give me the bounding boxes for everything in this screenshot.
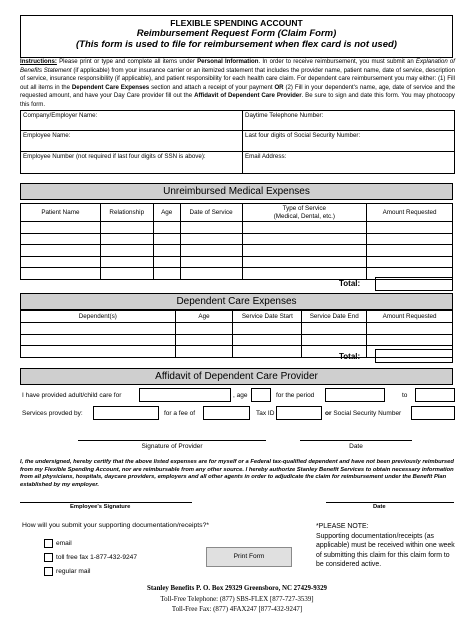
services-by-label: Services provded by: — [22, 410, 83, 417]
to-label: to — [402, 392, 408, 399]
instructions-part: section and attach a receipt of your payment — [149, 83, 275, 91]
email-checkbox[interactable] — [44, 539, 53, 548]
print-form-button[interactable]: Print Form — [206, 547, 292, 567]
col-dep-amount: Amount Requested — [367, 311, 453, 323]
fax-option-label: toll free fax 1-877-432-9247 — [56, 554, 138, 561]
col-patient-name: Patient Name — [21, 204, 101, 222]
please-note — [316, 522, 456, 570]
form-subtitle: Reimbursement Request Form (Claim Form) — [136, 28, 337, 39]
age-label: , age — [233, 392, 248, 399]
fee-field[interactable] — [203, 406, 250, 420]
services-by-field[interactable] — [93, 406, 159, 420]
instructions-bold: Affidavit of Dependent Care Provider — [194, 92, 302, 100]
dependent-header-row — [21, 311, 453, 323]
affidavit-ssn-label — [325, 410, 401, 417]
form-note: (This form is used to file for reimbursement when flex card is not used) — [76, 39, 397, 50]
employee-signature-line[interactable] — [20, 502, 192, 503]
daytime-phone-field[interactable] — [243, 111, 454, 131]
mail-option-label: regular mail — [56, 568, 91, 575]
instructions-part: (if applicable) from your insurance carrier or an itemized statement that includes the provider name, patient name, date of service, description of service, insurance responsibility (if applicable), and patient responsibility for each health care claim. For dependent care reimbursement you may either: (1) Fill out all items in the — [20, 66, 455, 91]
provider-date-caption: Date — [349, 443, 363, 450]
col-dependents: Dependent(s) — [21, 311, 176, 323]
dependent-section-title: Dependent Care Expenses — [20, 293, 453, 310]
dependent-total-label: Total: — [339, 352, 361, 361]
email-field[interactable] — [243, 152, 454, 173]
medical-expenses-table — [20, 203, 453, 280]
certification-statement: I, the undersigned, hereby certify that the above listed expenses are for myself or a Federal tax-qualified dependent and have not been previously reimbursed from my Flexible Spending Account, nor are reimbursable from any other source. I hereby authorize Stanley Benefit Services to obtain necessary information from all physicians, hospitals, daycare providers, employers and all other agents in order to adjudicate the claim for reimbursement under the Benefit Plan established by my employer. — [20, 459, 454, 488]
employee-signature-caption: Employee's Signature — [70, 504, 131, 510]
period-end-field[interactable] — [415, 388, 455, 402]
col-relationship: Relationship — [100, 204, 153, 222]
company-field[interactable] — [21, 111, 243, 131]
tax-id-label: Tax ID — [256, 410, 275, 417]
fee-label: for a fee of — [164, 410, 196, 417]
personal-info-grid — [20, 110, 455, 174]
submit-question: How will you submit your supporting documentation/receipts?* — [22, 522, 210, 529]
ssn-text: Social Security Number — [333, 410, 402, 417]
instructions-bold: Dependent Care Expenses — [71, 83, 150, 91]
form-title: FLEXIBLE SPENDING ACCOUNT — [170, 18, 303, 28]
provided-for-label: I have provided adult/child care for — [22, 392, 122, 399]
email-option-label: email — [56, 540, 72, 547]
col-dep-age: Age — [175, 311, 233, 323]
medical-header-row — [21, 204, 453, 222]
note-label: *PLEASE NOTE: — [316, 523, 369, 530]
instructions-part: Please print or type and complete all items under — [56, 58, 198, 65]
col-service-start: Service Date Start — [233, 311, 302, 323]
employee-number-field[interactable] — [21, 152, 243, 173]
affidavit-ssn-field[interactable] — [411, 406, 455, 420]
daytime-phone-label: Daytime Telephone Number: — [245, 112, 324, 119]
affidavit-section-title: Affidavit of Dependent Care Provider — [20, 368, 453, 385]
table-row[interactable] — [21, 222, 453, 234]
form-header — [20, 15, 453, 58]
footer-address: Stanley Benefits P. O. Box 29329 Greensboro, NC 27429-9329 — [147, 585, 327, 592]
footer-fax: Toll-Free Fax: (877) 4FAX247 [877-432-9247] — [171, 606, 303, 613]
col-service-end: Service Date End — [302, 311, 367, 323]
company-label: Company/Employer Name: — [23, 112, 98, 119]
employee-number-label: Employee Number (not required if last four digits of SSN is above): — [23, 153, 206, 160]
instructions-part: (2) Fill in your dependent's name, age, date of service and the requested amount, and have your Day Care provider fill out the — [20, 83, 455, 100]
col-type-of-service: Type of Service (Medical, Dental, etc.) — [242, 204, 367, 222]
provider-signature-caption: Signature of Provider — [141, 443, 203, 450]
employee-name-label: Employee Name: — [23, 132, 71, 139]
col-date-of-service: Date of Service — [180, 204, 242, 222]
tax-id-field[interactable] — [276, 406, 322, 420]
instructions-part: . Be sure to sign and date this form. You may photocopy this form. — [20, 92, 455, 108]
period-start-field[interactable] — [325, 388, 385, 402]
period-label: for the period — [276, 392, 315, 399]
instructions-bold: OR — [274, 83, 284, 91]
note-text: Supporting documentation/receipts (as applicable) must be received within one week of submitting this claim for this claim form to be considered active. — [316, 532, 455, 568]
fax-checkbox[interactable] — [44, 553, 53, 562]
instructions-text — [20, 58, 455, 110]
table-row[interactable] — [21, 323, 453, 335]
medical-section-title: Unreimbursed Medical Expenses — [20, 183, 453, 200]
provider-signature-line[interactable] — [78, 440, 266, 441]
medical-total-field[interactable] — [375, 277, 453, 291]
table-row[interactable] — [21, 233, 453, 245]
dependent-total-field[interactable] — [375, 349, 453, 363]
medical-total-label: Total: — [339, 279, 361, 288]
instructions-label: Instructions: — [20, 58, 57, 65]
ssn-label: Last four digits of Social Security Number: — [245, 132, 361, 139]
col-age: Age — [153, 204, 180, 222]
email-label: Email Address: — [245, 153, 287, 160]
employee-date-line[interactable] — [326, 502, 454, 503]
provider-date-line[interactable] — [300, 440, 412, 441]
footer-phone: Toll-Free Telephone: (877) SBS-FLEX [877-727-3539] — [160, 596, 314, 603]
instructions-part: . In order to receive reimbursement, you must submit an — [258, 58, 416, 65]
table-row[interactable] — [21, 334, 453, 346]
employee-date-caption: Date — [373, 504, 386, 510]
instructions-bold: Personal Information — [197, 58, 259, 65]
table-row[interactable] — [21, 245, 453, 257]
or-label: or — [325, 410, 332, 417]
ssn-field[interactable] — [243, 131, 454, 152]
affidavit-age-field[interactable] — [251, 388, 271, 402]
employee-name-field[interactable] — [21, 131, 243, 152]
instructions-italic: Explanation of Benefits Statement — [20, 58, 455, 74]
provided-for-field[interactable] — [139, 388, 231, 402]
mail-checkbox[interactable] — [44, 567, 53, 576]
table-row[interactable] — [21, 256, 453, 268]
col-amount-requested: Amount Requested — [367, 204, 453, 222]
